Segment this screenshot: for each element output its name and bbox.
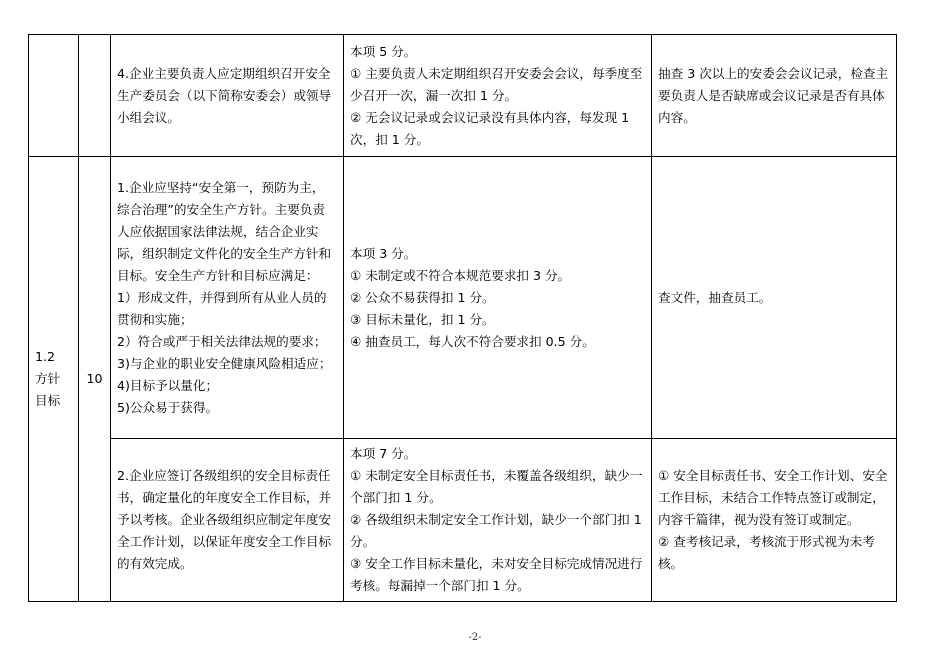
requirement-cell: 1.企业应坚持“安全第一，预防为主，综合治理”的安全生产方针。主要负责人应依据国家法律法规，结合企业实际，组织制定文件化的安全生产方针和目标。安全生产方针和目标应满足： 1）形成文件，并得到所有从业人员的贯彻和实施； 2）符合或严于相关法律法规的要求； 3)与企业的职业安全健康风险相适应； 4)目标予以量化； 5)公众易于获得。	[111, 157, 344, 439]
requirement-cell: 2.企业应签订各级组织的安全目标责任书，确定量化的年度安全工作目标，并予以考核。企业各级组织应制定年度安全工作计划，以保证年度安全工作目标的有效完成。	[111, 439, 344, 602]
method-cell: 抽查 3 次以上的安委会会议记录，检查主要负责人是否缺席或会议记录是否有具体内容。	[652, 35, 897, 157]
table-row	[29, 157, 897, 439]
scoring-cell: 本项 7 分。 ① 未制定安全目标责任书，未覆盖各级组织，缺少一个部门扣 1 分。 ② 各级组织未制定安全工作计划，缺少一个部门扣 1 分。 ③ 安全工作目标未量化，未对安全目标完成情况进行考核。每漏掉一个部门扣 1 分。	[344, 439, 652, 602]
scoring-cell: 本项 5 分。 ① 主要负责人未定期组织召开安委会会议，每季度至少召开一次，漏一次扣 1 分。 ② 无会议记录或会议记录没有具体内容，每发现 1 次，扣 1 分。	[344, 35, 652, 157]
scoring-cell: 本项 3 分。 ① 未制定或不符合本规范要求扣 3 分。 ② 公众不易获得扣 1 分。 ③ 目标未量化，扣 1 分。 ④ 抽查员工，每人次不符合要求扣 0.5 分。	[344, 157, 652, 439]
table-row	[29, 439, 897, 602]
table-row	[29, 35, 897, 157]
evaluation-table	[28, 34, 897, 602]
requirement-cell: 4.企业主要负责人应定期组织召开安全生产委员会（以下简称安委会）或领导小组会议。	[111, 35, 344, 157]
method-cell: 查文件，抽查员工。	[652, 157, 897, 439]
item-number-cell: 1.2 方针 目标	[29, 157, 79, 602]
page-number: -2-	[468, 632, 482, 643]
score-cell	[79, 35, 111, 157]
item-number-cell	[29, 35, 79, 157]
score-cell: 10	[79, 157, 111, 602]
method-cell: ① 安全目标责任书、安全工作计划、安全工作目标，未结合工作特点签订或制定，内容千篇律，视为没有签订或制定。 ② 查考核记录，考核流于形式视为未考核。	[652, 439, 897, 602]
